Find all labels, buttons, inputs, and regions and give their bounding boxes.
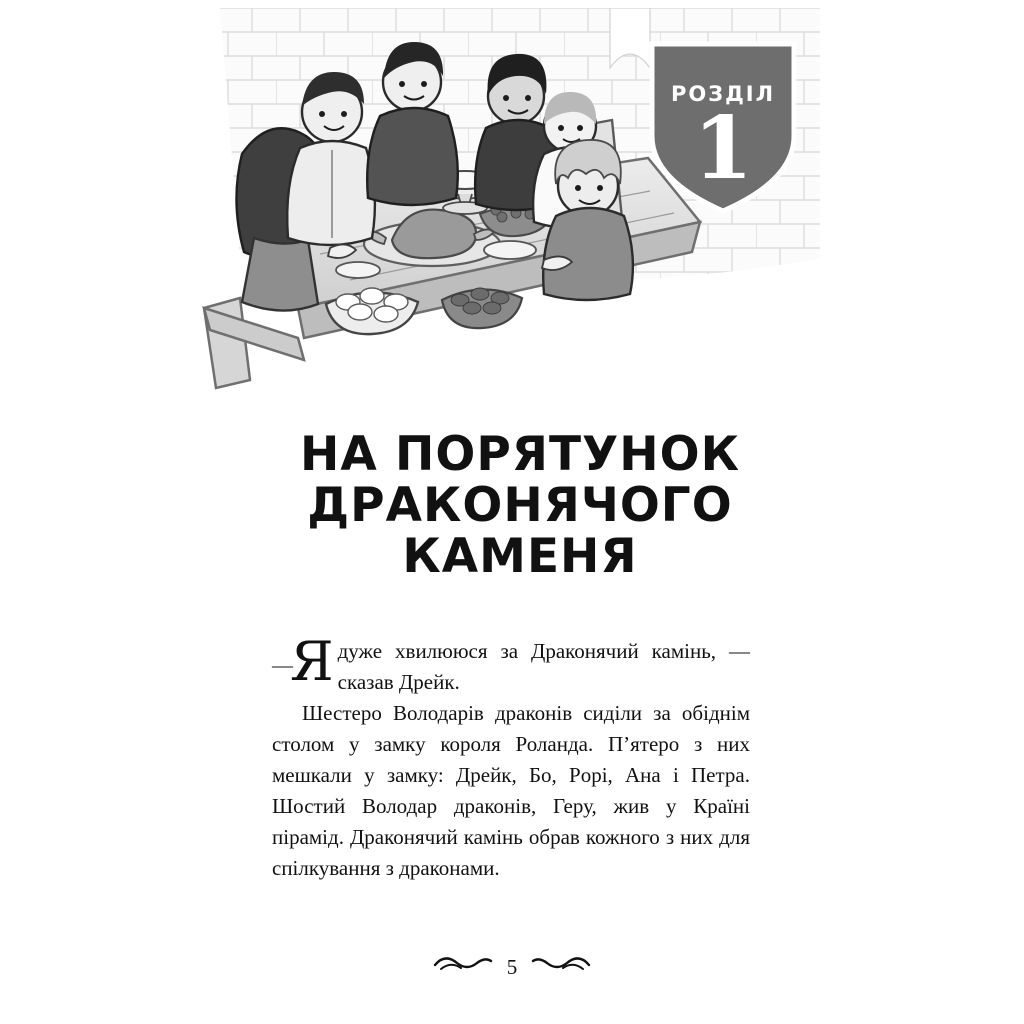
body-text [272, 630, 750, 884]
chapter-badge-number: 1 [693, 98, 753, 199]
chapter-title-line-3: КАМЕНЯ [402, 529, 638, 585]
paragraph-1 [272, 630, 750, 698]
chapter-title [250, 427, 790, 585]
drop-cap: Я [290, 630, 334, 693]
paragraph-2: Шестеро Володарів драконів сиділи за обіднім столом у замку короля Роланда. П’ятеро з них мешкали у замку: Дрейк, Бо, Popi, Ана і Петра. Шостий Володар драконів, Геру, жив у Країні пірамід. Драконячий камінь обрав кожного з них для спілкування з драконами. [272, 701, 750, 880]
chapter-badge-label: РОЗДІЛ [670, 82, 776, 106]
page-number: 5 [506, 955, 518, 979]
chapter-title-line-1: НА ПОРЯТУНОК [299, 427, 740, 483]
chapter-title-line-2: ДРАКОНЯЧОГО [307, 478, 733, 534]
ornament-left-icon [433, 956, 493, 979]
chapter-badge [648, 40, 798, 215]
paragraph-1-text: дуже хвилююся за Драконячий камінь, — сказав Дрейк. [337, 639, 750, 694]
page-footer [0, 955, 1024, 980]
ornament-right-icon [531, 956, 591, 979]
dialogue-dash: — [272, 653, 293, 677]
